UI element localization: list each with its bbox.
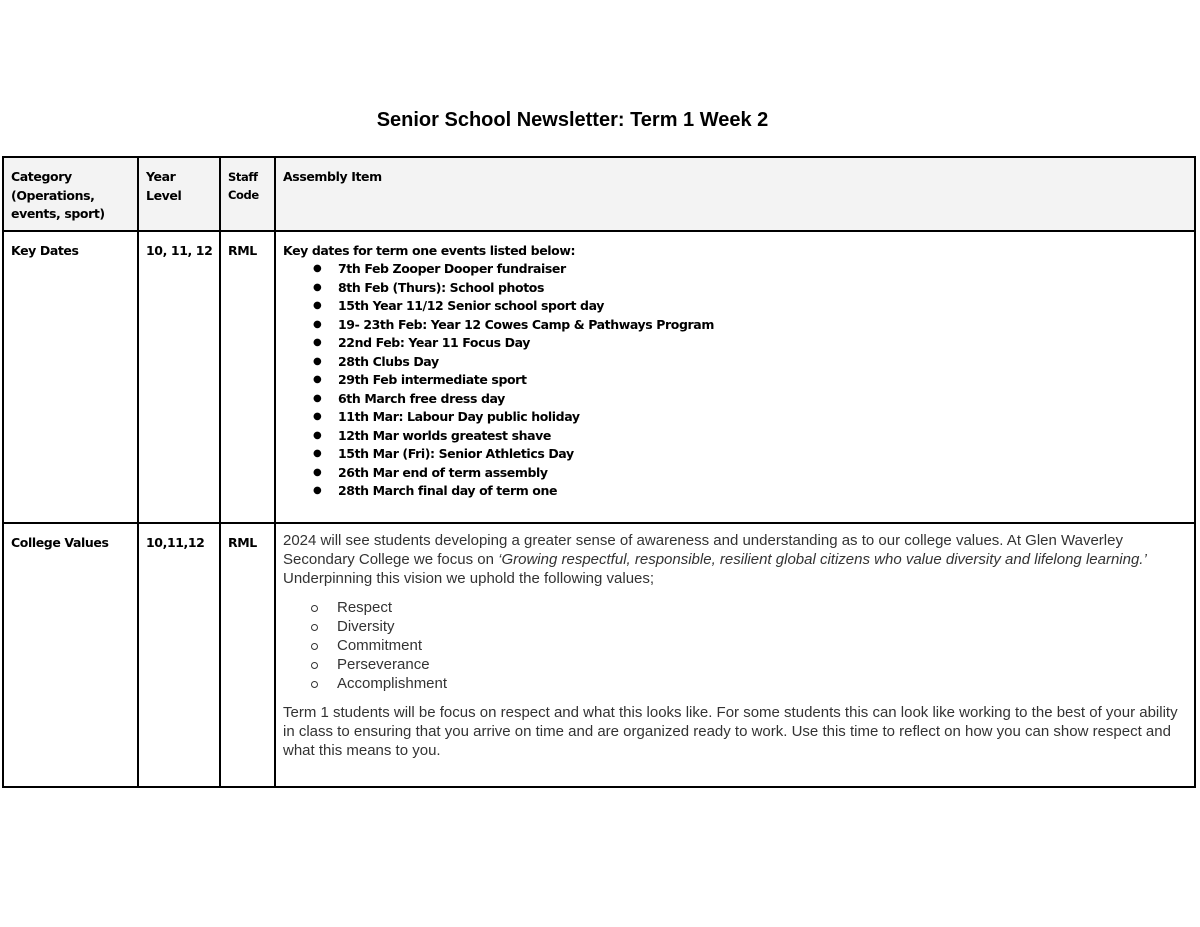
header-staff-code: Staff Code [220,157,275,231]
intro-text-end: Underpinning this vision we uphold the following values; [283,569,655,587]
list-item: ● 15th Mar (Fri): Senior Athletics Day [313,445,1188,464]
page-title: Senior School Newsletter: Term 1 Week 2 [376,109,769,131]
cell-category: Key Dates [3,231,138,523]
header-year-level: Year Level [138,157,220,231]
respect-paragraph: Term 1 students will be focus on respect and what this looks like. For some students this can look like working to the best of your ability in class to ensuring that you arrive on time and are organized ready to work. Use this time to reflect on how you can show respect and what this means to you. [283,703,1178,759]
list-item: ● 26th Mar end of term assembly [313,464,1188,483]
list-item: ● 6th March free dress day [313,390,1188,409]
intro-text: 2024 will see students developing a greater sense of awareness and understanding as to our college values. At Glen Waverley Secondary College we focus on [283,531,1123,568]
list-item: Commitment [311,636,1188,655]
list-item: ● 28th March final day of term one [313,482,1188,501]
list-item: ● 7th Feb Zooper Dooper fundraiser [313,260,1188,279]
cell-staff-code: RML [220,523,275,787]
header-assembly-item: Assembly Item [275,157,1195,231]
cell-staff-code: RML [220,231,275,523]
key-dates-list [283,260,1188,501]
cell-assembly-item [275,231,1195,523]
assembly-table [2,156,1196,788]
cell-year-level: 10,11,12 [138,523,220,787]
list-item: Accomplishment [311,674,1188,693]
cell-category: College Values [3,523,138,787]
table-header-row [3,157,1195,231]
list-item: ● 19- 23th Feb: Year 12 Cowes Camp & Pathways Program [313,316,1188,335]
list-item: Respect [311,598,1188,617]
key-dates-intro: Key dates for term one events listed below: [283,242,576,258]
header-category: Category (Operations, events, sport) [3,157,138,231]
list-item: ● 22nd Feb: Year 11 Focus Day [313,334,1188,353]
list-item: ● 11th Mar: Labour Day public holiday [313,408,1188,427]
table-row-college-values [3,523,1195,787]
list-item: ● 29th Feb intermediate sport [313,371,1188,390]
list-item: Perseverance [311,655,1188,674]
list-item: ● 8th Feb (Thurs): School photos [313,279,1188,298]
cell-assembly-item [275,523,1195,787]
cell-year-level: 10, 11, 12 [138,231,220,523]
list-item: ● 28th Clubs Day [313,353,1188,372]
values-intro-paragraph [283,531,1188,588]
list-item: Diversity [311,617,1188,636]
vision-quote: ‘Growing respectful, responsible, resilient global citizens who value diversity and lifelong learning.’ [498,550,1147,568]
values-list [283,598,1188,693]
list-item: ● 15th Year 11/12 Senior school sport day [313,297,1188,316]
list-item: ● 12th Mar worlds greatest shave [313,427,1188,446]
table-row-key-dates [3,231,1195,523]
